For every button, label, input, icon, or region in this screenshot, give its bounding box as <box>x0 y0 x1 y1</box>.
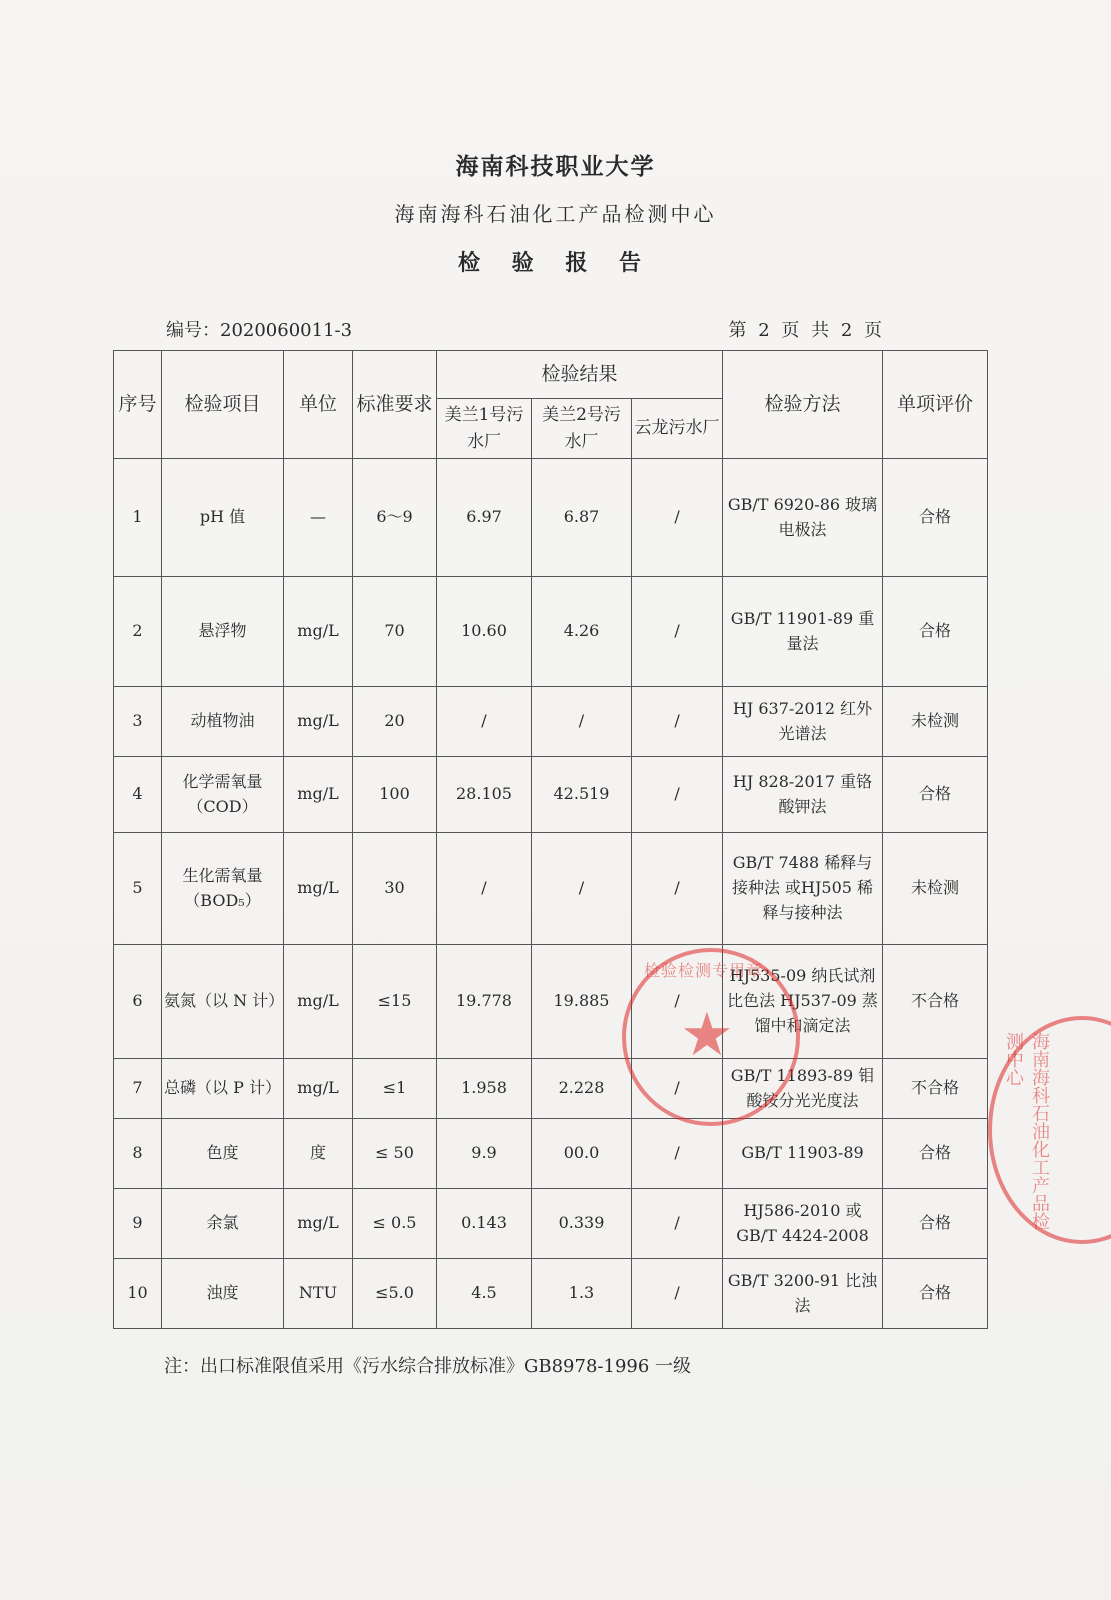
results-table <box>113 350 988 1329</box>
cell-standard: ≤1 <box>353 1059 437 1119</box>
seal-text: 检验检测专用章 <box>644 961 764 980</box>
cell-plant3: / <box>632 1059 723 1119</box>
cell-unit: NTU <box>284 1259 353 1329</box>
header-seq: 序号 <box>114 351 162 459</box>
star-icon: ★ <box>680 1000 734 1070</box>
cell-method: GB/T 7488 稀释与接种法 或HJ505 稀释与接种法 <box>723 833 883 945</box>
cell-standard: ≤5.0 <box>353 1259 437 1329</box>
cell-plant3: / <box>632 757 723 833</box>
table-row <box>114 687 988 757</box>
header-method: 检验方法 <box>723 351 883 459</box>
table-row <box>114 459 988 577</box>
cell-plant2: 19.885 <box>532 945 632 1059</box>
cell-plant2: 4.26 <box>532 577 632 687</box>
cell-plant2: 0.339 <box>532 1189 632 1259</box>
center-seal-stamp <box>988 1016 1111 1244</box>
cell-seq: 5 <box>114 833 162 945</box>
cell-plant2: / <box>532 687 632 757</box>
cell-eval: 不合格 <box>883 945 988 1059</box>
cell-method: GB/T 3200-91 比浊法 <box>723 1259 883 1329</box>
university-name: 海南科技职业大学 <box>455 153 656 180</box>
cell-plant2: 00.0 <box>532 1119 632 1189</box>
cell-item: pH 值 <box>162 459 284 577</box>
cell-method: GB/T 6920-86 玻璃电极法 <box>723 459 883 577</box>
cell-method: HJ 828-2017 重铬酸钾法 <box>723 757 883 833</box>
cell-unit: 度 <box>284 1119 353 1189</box>
cell-plant3: / <box>632 1259 723 1329</box>
cell-plant1: 0.143 <box>437 1189 532 1259</box>
cell-standard: 20 <box>353 687 437 757</box>
cell-seq: 1 <box>114 459 162 577</box>
cell-plant3: / <box>632 459 723 577</box>
report-number: 编号：2020060011-3 <box>166 320 353 341</box>
cell-eval: 合格 <box>883 459 988 577</box>
cell-standard: 100 <box>353 757 437 833</box>
table-row <box>114 757 988 833</box>
cell-standard: 70 <box>353 577 437 687</box>
report-title: 检 验 报 告 <box>458 250 653 276</box>
cell-eval: 未检测 <box>883 833 988 945</box>
cell-plant2: 6.87 <box>532 459 632 577</box>
table-row <box>114 1259 988 1329</box>
cell-plant1: 28.105 <box>437 757 532 833</box>
page-info: 第 2 页 共 2 页 <box>728 320 885 341</box>
cell-method: GB/T 11903-89 <box>723 1119 883 1189</box>
cell-plant1: 10.60 <box>437 577 532 687</box>
cell-eval: 合格 <box>883 1189 988 1259</box>
table-row <box>114 1189 988 1259</box>
header-item: 检验项目 <box>162 351 284 459</box>
cell-plant3: / <box>632 1119 723 1189</box>
cell-seq: 7 <box>114 1059 162 1119</box>
cell-unit: mg/L <box>284 757 353 833</box>
cell-plant3: / <box>632 577 723 687</box>
cell-seq: 8 <box>114 1119 162 1189</box>
header-plant2: 美兰2号污水厂 <box>532 399 632 459</box>
cell-method: HJ535-09 纳氏试剂比色法 HJ537-09 蒸馏中和滴定法 <box>723 945 883 1059</box>
table-row <box>114 945 988 1059</box>
cell-plant2: 1.3 <box>532 1259 632 1329</box>
cell-eval: 不合格 <box>883 1059 988 1119</box>
cell-plant1: 1.958 <box>437 1059 532 1119</box>
cell-item: 悬浮物 <box>162 577 284 687</box>
cell-seq: 10 <box>114 1259 162 1329</box>
cell-plant1: 19.778 <box>437 945 532 1059</box>
table-body <box>114 459 988 1329</box>
header-eval: 单项评价 <box>883 351 988 459</box>
cell-plant3: / <box>632 1189 723 1259</box>
cell-item: 浊度 <box>162 1259 284 1329</box>
cell-eval: 合格 <box>883 1119 988 1189</box>
seal-text: 海南海科石油化工产品检测中心 <box>1003 1032 1050 1230</box>
cell-standard: ≤ 0.5 <box>353 1189 437 1259</box>
cell-plant2: 42.519 <box>532 757 632 833</box>
cell-item: 动植物油 <box>162 687 284 757</box>
table-row <box>114 833 988 945</box>
table-row <box>114 577 988 687</box>
header-plant3: 云龙污水厂 <box>632 399 723 459</box>
cell-item: 生化需氧量（BOD₅） <box>162 833 284 945</box>
table-row <box>114 1119 988 1189</box>
cell-item: 余氯 <box>162 1189 284 1259</box>
cell-eval: 合格 <box>883 1259 988 1329</box>
header-plant1: 美兰1号污水厂 <box>437 399 532 459</box>
cell-unit: mg/L <box>284 577 353 687</box>
cell-item: 氨氮（以 N 计） <box>162 945 284 1059</box>
cell-unit: — <box>284 459 353 577</box>
cell-plant1: 4.5 <box>437 1259 532 1329</box>
cell-plant3: / <box>632 833 723 945</box>
cell-item: 色度 <box>162 1119 284 1189</box>
cell-seq: 4 <box>114 757 162 833</box>
cell-plant3: / <box>632 945 723 1059</box>
cell-unit: mg/L <box>284 1059 353 1119</box>
cell-unit: mg/L <box>284 833 353 945</box>
cell-method: HJ586-2010 或 GB/T 4424-2008 <box>723 1189 883 1259</box>
cell-seq: 3 <box>114 687 162 757</box>
cell-seq: 6 <box>114 945 162 1059</box>
cell-eval: 合格 <box>883 757 988 833</box>
cell-plant2: 2.228 <box>532 1059 632 1119</box>
cell-standard: ≤15 <box>353 945 437 1059</box>
cell-item: 总磷（以 P 计） <box>162 1059 284 1119</box>
cell-eval: 合格 <box>883 577 988 687</box>
header-standard: 标准要求 <box>353 351 437 459</box>
cell-seq: 2 <box>114 577 162 687</box>
header-results: 检验结果 <box>437 351 723 399</box>
cell-standard: 30 <box>353 833 437 945</box>
cell-plant1: / <box>437 687 532 757</box>
cell-plant1: 6.97 <box>437 459 532 577</box>
cell-standard: 6～9 <box>353 459 437 577</box>
table-row <box>114 1059 988 1119</box>
cell-unit: mg/L <box>284 687 353 757</box>
cell-seq: 9 <box>114 1189 162 1259</box>
footnote: 注：出口标准限值采用《污水综合排放标准》GB8978-1996 一级 <box>164 1356 692 1377</box>
cell-method: HJ 637-2012 红外光谱法 <box>723 687 883 757</box>
cell-item: 化学需氧量（COD） <box>162 757 284 833</box>
cell-standard: ≤ 50 <box>353 1119 437 1189</box>
center-name: 海南海科石油化工产品检测中心 <box>394 202 717 226</box>
cell-method: GB/T 11893-89 钼酸铵分光光度法 <box>723 1059 883 1119</box>
cell-eval: 未检测 <box>883 687 988 757</box>
cell-unit: mg/L <box>284 945 353 1059</box>
cell-plant1: / <box>437 833 532 945</box>
cell-plant1: 9.9 <box>437 1119 532 1189</box>
header-unit: 单位 <box>284 351 353 459</box>
cell-unit: mg/L <box>284 1189 353 1259</box>
cell-plant3: / <box>632 687 723 757</box>
cell-method: GB/T 11901-89 重量法 <box>723 577 883 687</box>
cell-plant2: / <box>532 833 632 945</box>
